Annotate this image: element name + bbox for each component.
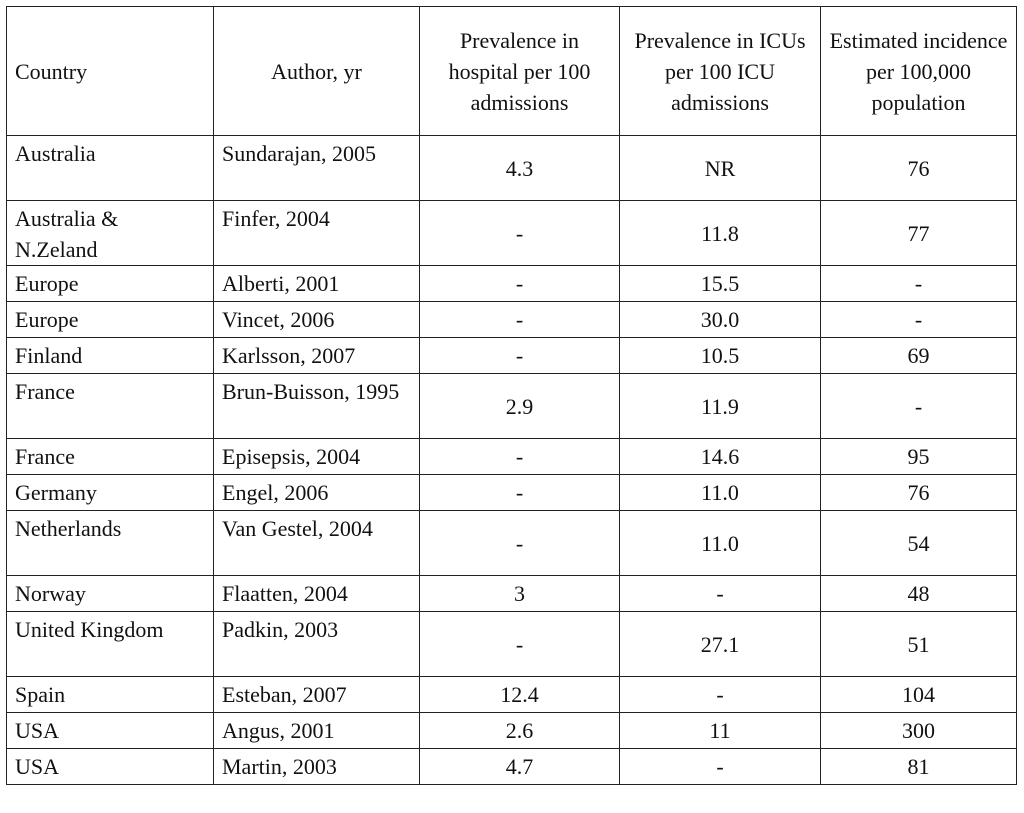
- cell-icu: 11.8: [620, 201, 821, 266]
- table-row: [7, 136, 1017, 201]
- cell-incidence: -: [821, 302, 1017, 338]
- table-row: [7, 677, 1017, 713]
- cell-icu: 11.0: [620, 475, 821, 511]
- cell-country: Netherlands: [7, 511, 214, 576]
- cell-author: Esteban, 2007: [214, 677, 420, 713]
- cell-country: Norway: [7, 576, 214, 612]
- cell-icu: -: [620, 677, 821, 713]
- cell-hospital: 12.4: [420, 677, 620, 713]
- cell-country: USA: [7, 749, 214, 785]
- cell-author: Engel, 2006: [214, 475, 420, 511]
- cell-hospital: -: [420, 511, 620, 576]
- cell-hospital: 4.7: [420, 749, 620, 785]
- table-row: [7, 749, 1017, 785]
- cell-author: Vincet, 2006: [214, 302, 420, 338]
- cell-incidence: 51: [821, 612, 1017, 677]
- cell-country: Australia: [7, 136, 214, 201]
- cell-incidence: 81: [821, 749, 1017, 785]
- cell-country: Europe: [7, 266, 214, 302]
- cell-incidence: -: [821, 266, 1017, 302]
- cell-incidence: 104: [821, 677, 1017, 713]
- table-row: [7, 201, 1017, 266]
- cell-hospital: -: [420, 475, 620, 511]
- table-row: [7, 713, 1017, 749]
- cell-icu: -: [620, 576, 821, 612]
- cell-icu: 10.5: [620, 338, 821, 374]
- table-row: [7, 475, 1017, 511]
- cell-country: Australia & N.Zeland: [7, 201, 214, 266]
- table-row: [7, 511, 1017, 576]
- cell-hospital: 2.6: [420, 713, 620, 749]
- cell-country: United Kingdom: [7, 612, 214, 677]
- cell-incidence: 300: [821, 713, 1017, 749]
- cell-incidence: -: [821, 374, 1017, 439]
- cell-icu: 15.5: [620, 266, 821, 302]
- cell-author: Van Gestel, 2004: [214, 511, 420, 576]
- cell-author: Karlsson, 2007: [214, 338, 420, 374]
- table-row: [7, 439, 1017, 475]
- cell-incidence: 76: [821, 136, 1017, 201]
- cell-hospital: 2.9: [420, 374, 620, 439]
- sepsis-epidemiology-table: [6, 6, 1017, 785]
- cell-hospital: -: [420, 266, 620, 302]
- table-row: [7, 266, 1017, 302]
- header-incidence: Estimated incidence per 100,000 population: [821, 7, 1017, 136]
- cell-incidence: 77: [821, 201, 1017, 266]
- table-row: [7, 576, 1017, 612]
- cell-hospital: -: [420, 612, 620, 677]
- cell-icu: 30.0: [620, 302, 821, 338]
- cell-author: Martin, 2003: [214, 749, 420, 785]
- cell-author: Episepsis, 2004: [214, 439, 420, 475]
- table-row: [7, 302, 1017, 338]
- cell-icu: -: [620, 749, 821, 785]
- table-row: [7, 374, 1017, 439]
- cell-hospital: -: [420, 439, 620, 475]
- cell-icu: 11: [620, 713, 821, 749]
- cell-incidence: 54: [821, 511, 1017, 576]
- cell-author: Padkin, 2003: [214, 612, 420, 677]
- cell-icu: NR: [620, 136, 821, 201]
- cell-icu: 27.1: [620, 612, 821, 677]
- cell-author: Angus, 2001: [214, 713, 420, 749]
- cell-country: France: [7, 374, 214, 439]
- cell-author: Finfer, 2004: [214, 201, 420, 266]
- cell-country: Finland: [7, 338, 214, 374]
- header-author: Author, yr: [214, 7, 420, 136]
- cell-country: Europe: [7, 302, 214, 338]
- header-hospital-prevalence: Prevalence in hospital per 100 admissions: [420, 7, 620, 136]
- cell-country: Spain: [7, 677, 214, 713]
- cell-incidence: 95: [821, 439, 1017, 475]
- header-country: Country: [7, 7, 214, 136]
- cell-country: Germany: [7, 475, 214, 511]
- cell-hospital: 3: [420, 576, 620, 612]
- cell-hospital: 4.3: [420, 136, 620, 201]
- cell-incidence: 76: [821, 475, 1017, 511]
- cell-incidence: 48: [821, 576, 1017, 612]
- cell-country: France: [7, 439, 214, 475]
- table-row: [7, 338, 1017, 374]
- cell-hospital: -: [420, 338, 620, 374]
- cell-author: Sundarajan, 2005: [214, 136, 420, 201]
- header-icu-prevalence: Prevalence in ICUs per 100 ICU admissions: [620, 7, 821, 136]
- cell-icu: 14.6: [620, 439, 821, 475]
- cell-icu: 11.0: [620, 511, 821, 576]
- cell-hospital: -: [420, 302, 620, 338]
- cell-incidence: 69: [821, 338, 1017, 374]
- cell-author: Brun-Buisson, 1995: [214, 374, 420, 439]
- cell-author: Alberti, 2001: [214, 266, 420, 302]
- table-row: [7, 612, 1017, 677]
- cell-author: Flaatten, 2004: [214, 576, 420, 612]
- header-row: [7, 7, 1017, 136]
- cell-hospital: -: [420, 201, 620, 266]
- cell-icu: 11.9: [620, 374, 821, 439]
- cell-country: USA: [7, 713, 214, 749]
